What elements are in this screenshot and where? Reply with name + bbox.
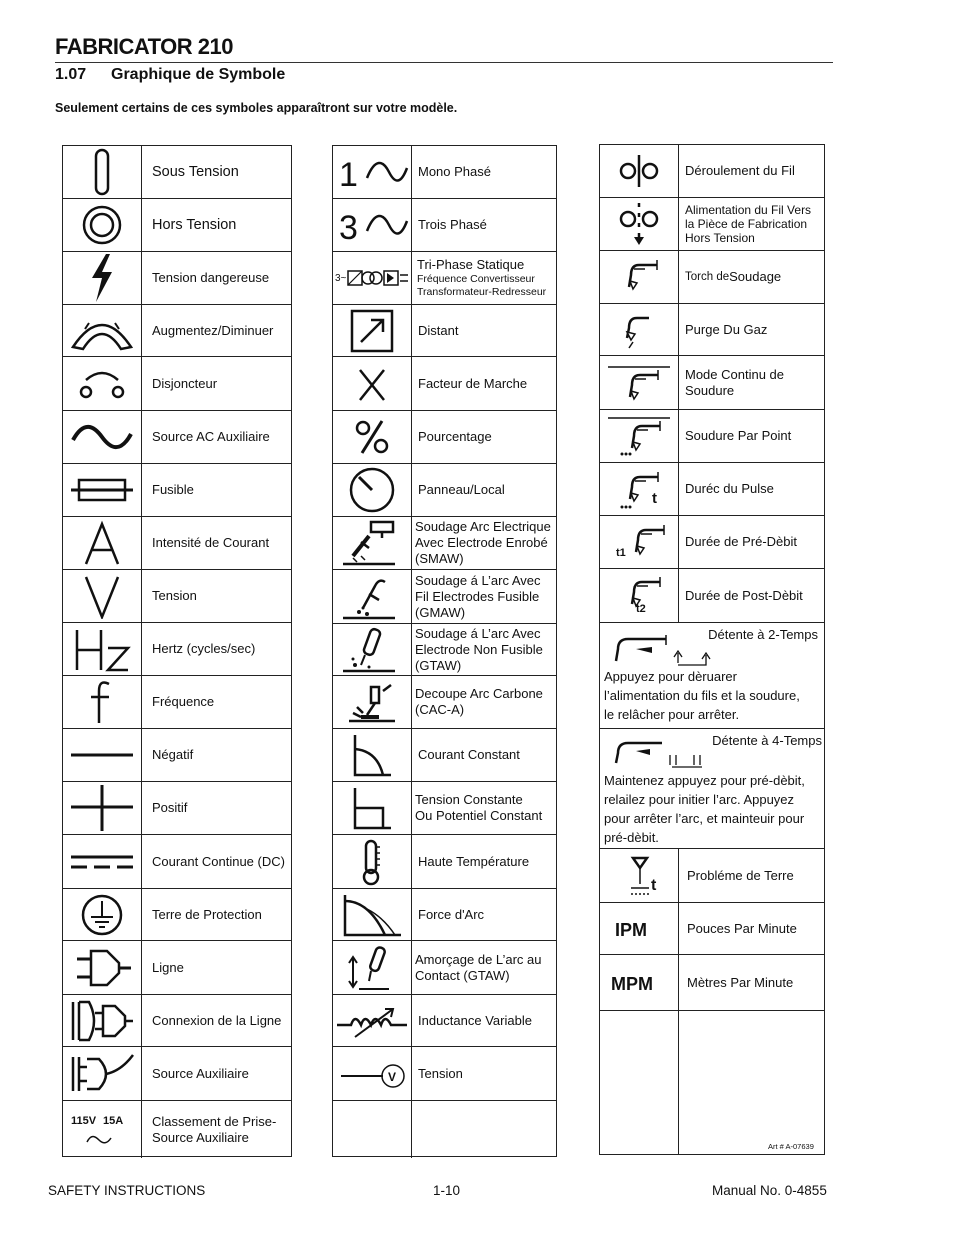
symbol-label-cell — [152, 357, 287, 410]
symbol-row — [600, 145, 824, 198]
symbol-label: Durée de Post-Dèbit — [685, 587, 803, 603]
symbol-label-cell — [152, 252, 287, 304]
footer-center: 1-10 — [433, 1183, 461, 1198]
mpm-icon — [600, 955, 679, 1010]
symbol-label-cell — [152, 411, 287, 463]
symbol-row — [63, 146, 291, 199]
increase-decrease-arc-icon — [63, 305, 142, 356]
symbol-sublabel: Transformateur-Redresseur — [417, 286, 547, 298]
svg-text:3: 3 — [339, 209, 358, 247]
symbol-label: Soudage — [729, 269, 782, 284]
symbol-label: Positif — [152, 800, 188, 815]
symbol-row — [63, 889, 291, 941]
symbol-label-cell — [685, 516, 820, 568]
symbol-row — [63, 623, 291, 676]
percent-icon — [333, 411, 412, 463]
cac-a-icon — [333, 676, 412, 728]
smaw-icon — [333, 517, 412, 569]
single-phase-icon — [333, 146, 412, 198]
symbol-row — [333, 252, 556, 305]
symbol-sublabel: Fréquence Convertisseur — [417, 273, 535, 285]
symbol-row — [333, 517, 556, 570]
on-switch-icon — [63, 146, 142, 198]
letter-a-icon — [63, 517, 142, 569]
symbol-label-cell — [152, 995, 287, 1046]
symbol-row — [333, 889, 556, 941]
symbol-label: Amorçage de L’arc au Contact (GTAW) — [415, 951, 542, 983]
circuit-breaker-icon — [63, 357, 142, 410]
symbol-label-cell — [418, 357, 552, 410]
svg-text:V: V — [388, 1069, 397, 1084]
symbol-label: Soudage Arc Electrique Avec Electrode Enrobé (SMAW) — [415, 519, 551, 566]
symbol-label-cell — [685, 356, 820, 409]
svg-text:15A: 15A — [103, 1114, 124, 1127]
fuse-icon — [63, 464, 142, 516]
arc-force-icon — [333, 889, 412, 940]
symbol-label-cell — [152, 570, 287, 622]
symbol-row — [63, 995, 291, 1047]
symbol-row — [600, 251, 824, 304]
ac-wave-icon — [63, 411, 142, 463]
three-phase-icon — [333, 199, 412, 251]
negative-icon — [63, 729, 142, 781]
symbol-label-cell — [687, 955, 820, 1010]
symbol-row — [333, 995, 556, 1047]
symbol-table-2 — [332, 145, 557, 1157]
symbol-label-cell — [152, 517, 287, 569]
symbol-label: Tension — [152, 588, 197, 603]
symbol-label-cell — [152, 941, 287, 994]
trigger-mode-description: Appuyez pour dèruarer l’alimentation du fils et la soudure, le relâcher pour arrêter. — [604, 669, 800, 722]
symbol-label: Mètres Par Minute — [687, 974, 794, 990]
symbol-row — [63, 782, 291, 835]
remote-icon — [333, 305, 412, 356]
symbol-label-prefix: Torch de — [685, 271, 730, 283]
symbol-label: Distant — [418, 322, 459, 338]
symbol-label: Négatif — [152, 747, 194, 762]
constant-voltage-icon — [333, 782, 412, 834]
symbol-label: Déroulement du Fil — [685, 163, 795, 178]
positive-icon — [63, 782, 142, 834]
section-number: 1.07 — [55, 66, 87, 83]
symbol-row — [600, 849, 824, 903]
symbol-row — [600, 955, 824, 1011]
symbol-label-cell — [685, 304, 820, 355]
symbol-row — [63, 411, 291, 464]
symbol-label-cell — [685, 198, 820, 250]
trigger-mode-row — [600, 623, 824, 729]
symbol-label: Pouces Par Minute — [687, 920, 797, 936]
symbol-label-cell — [415, 941, 552, 994]
hz-icon — [63, 623, 142, 675]
symbol-label: Decoupe Arc Carbone (CAC-A) — [415, 686, 543, 717]
off-switch-icon — [63, 199, 142, 251]
symbol-label-cell — [152, 782, 287, 834]
post-flow-icon — [600, 569, 679, 622]
touch-start-icon — [333, 941, 412, 994]
line-plug-icon — [63, 941, 142, 994]
receptacle-rating-icon — [63, 1101, 142, 1158]
symbol-row — [600, 903, 824, 955]
symbol-row — [63, 464, 291, 517]
symbol-label-cell — [418, 464, 552, 516]
trigger-mode-description: Maintenez appuyez pour pré-dèbit, relailez pour initier l’arc. Appuyez pour arrêter l’arc, et mainteuir pour pré-dèbit. — [604, 773, 805, 845]
symbol-row — [333, 305, 556, 357]
symbol-label: Ligne — [152, 959, 184, 975]
symbol-row — [63, 1047, 291, 1101]
section-heading — [55, 66, 285, 84]
symbol-label-cell — [415, 624, 552, 675]
symbol-row — [333, 146, 556, 199]
symbol-row — [63, 252, 291, 305]
symbol-row — [333, 624, 556, 676]
svg-text:MPM: MPM — [611, 973, 653, 994]
symbol-row — [600, 304, 824, 356]
symbol-label-cell — [152, 889, 287, 940]
symbol-row — [63, 199, 291, 252]
page-title: FABRICATOR 210 — [55, 34, 234, 59]
symbol-row — [333, 357, 556, 411]
footer-right: Manual No. 0-4855 — [712, 1183, 827, 1198]
symbol-row — [63, 835, 291, 889]
symbol-label: Mono Phasé — [418, 164, 491, 179]
auxiliary-source-icon — [63, 1047, 142, 1100]
symbol-label-cell — [685, 463, 820, 515]
symbol-label-cell — [152, 464, 287, 516]
symbol-label-cell — [685, 569, 820, 622]
svg-text:115V: 115V — [71, 1114, 97, 1127]
symbol-label-cell — [418, 411, 552, 463]
ground-fault-icon — [600, 849, 679, 902]
symbol-label: Intensité de Courant — [152, 535, 270, 550]
variable-inductance-icon — [333, 995, 412, 1046]
symbol-label: Fréquence — [152, 694, 215, 709]
svg-text:t: t — [651, 876, 657, 894]
voltage-meter-icon — [333, 1047, 412, 1100]
symbol-row — [333, 782, 556, 835]
symbol-table-1 — [62, 145, 292, 1157]
symbol-label-cell — [685, 145, 820, 197]
symbol-label-stack — [417, 257, 546, 299]
symbol-label: Facteur de Marche — [418, 375, 528, 391]
symbol-row — [333, 411, 556, 464]
title-divider — [55, 62, 833, 63]
symbol-row — [63, 941, 291, 995]
symbol-label-cell — [152, 1047, 287, 1100]
symbol-label: Soudage á L’arc Avec Fil Electrodes Fusible (GMAW) — [415, 572, 541, 620]
symbol-label-cell — [418, 1047, 552, 1100]
symbol-row — [600, 569, 824, 623]
symbol-row — [600, 356, 824, 410]
gmaw-icon — [333, 570, 412, 623]
footer-left: SAFETY INSTRUCTIONS — [48, 1183, 206, 1198]
svg-text:IPM: IPM — [615, 919, 648, 940]
symbol-label: Soudage á L’arc Avec Electrode Non Fusible (GTAW) — [415, 625, 543, 673]
art-number: Art # A-07639 — [768, 1142, 814, 1151]
symbol-row — [63, 570, 291, 623]
symbol-label-cell — [685, 410, 820, 462]
letter-v-icon — [63, 570, 142, 622]
symbol-label: Source Auxiliaire — [152, 1065, 249, 1081]
symbol-label: Force d'Arc — [418, 906, 485, 922]
empty-icon-cell — [600, 1011, 679, 1154]
symbol-label-cell — [418, 146, 552, 198]
symbol-row — [333, 729, 556, 782]
svg-text:1: 1 — [339, 156, 358, 194]
line-connection-icon — [63, 995, 142, 1046]
symbol-row — [600, 410, 824, 463]
symbol-label-cell — [418, 889, 552, 940]
dc-icon — [63, 835, 142, 888]
svg-text:t: t — [652, 490, 657, 507]
symbol-label-cell — [152, 199, 287, 251]
symbol-label: Connexion de la Ligne — [152, 1012, 282, 1028]
empty-icon-cell — [333, 1101, 412, 1158]
symbol-label-cell — [418, 729, 552, 781]
protective-earth-icon — [63, 889, 142, 940]
symbol-label-cell — [152, 623, 287, 675]
symbol-row — [600, 516, 824, 569]
symbol-label: Augmentez/Diminuer — [152, 322, 274, 338]
wire-feed-cold-icon — [600, 198, 679, 250]
symbol-label: Duréc du Pulse — [685, 481, 774, 496]
symbol-label-cell — [418, 199, 552, 251]
trigger-mode-title: Détente à 4-Temps — [712, 733, 822, 748]
symbol-label: Disjoncteur — [152, 375, 218, 391]
empty-row — [600, 1011, 824, 1154]
symbol-label: Pourcentage — [418, 429, 492, 444]
wire-feed-icon — [600, 145, 679, 197]
symbol-label-cell — [152, 676, 287, 728]
symbol-label: Courant Continue (DC) — [152, 853, 285, 869]
spot-weld-icon — [600, 410, 679, 462]
symbol-row — [333, 835, 556, 889]
gas-purge-icon — [600, 304, 679, 355]
svg-text:t2: t2 — [636, 602, 646, 615]
symbol-row — [333, 1047, 556, 1101]
lightning-bolt-icon — [63, 252, 142, 304]
symbol-row — [333, 676, 556, 729]
pre-flow-icon — [600, 516, 679, 568]
symbol-label: Purge Du Gaz — [685, 321, 768, 337]
symbol-label-cell — [418, 835, 552, 888]
ipm-icon — [600, 903, 679, 954]
symbol-row — [333, 1101, 556, 1158]
duty-cycle-icon — [333, 357, 412, 410]
symbol-label: Classement de Prise- Source Auxiliaire — [152, 1113, 277, 1145]
pulse-time-icon — [600, 463, 679, 515]
symbol-row — [600, 198, 824, 251]
symbol-label-cell — [415, 676, 552, 728]
symbol-label-cell — [418, 305, 552, 356]
symbol-label-cell — [685, 251, 820, 303]
symbol-label-cell — [415, 570, 552, 623]
trigger-mode-row — [600, 729, 824, 849]
symbol-label-cell — [152, 305, 287, 356]
constant-current-icon — [333, 729, 412, 781]
symbol-label-cell — [418, 1101, 552, 1158]
continuous-weld-icon — [600, 356, 679, 409]
symbol-label: Trois Phasé — [418, 217, 487, 232]
symbol-label-cell — [152, 1101, 287, 1158]
symbol-label: Probléme de Terre — [687, 867, 794, 883]
symbol-label: Hors Tension — [152, 217, 237, 233]
symbol-label: Durée de Pré-Dèbit — [685, 534, 797, 549]
symbol-label: Tension — [418, 1065, 463, 1081]
welding-torch-icon — [600, 251, 679, 303]
symbol-label: Haute Température — [418, 853, 530, 869]
symbol-label: Sous Tension — [152, 164, 239, 180]
symbol-row — [600, 463, 824, 516]
symbol-label: Fusible — [152, 482, 194, 497]
model-note: Seulement certains de ces symboles apparaîtront sur votre modèle. — [55, 101, 458, 115]
symbol-row — [63, 305, 291, 357]
symbol-label-cell — [687, 849, 820, 902]
symbol-label-cell — [418, 995, 552, 1046]
symbol-label-cell — [415, 782, 552, 834]
thermometer-icon — [333, 835, 412, 888]
panel-local-icon — [333, 464, 412, 516]
letter-f-icon — [63, 676, 142, 728]
symbol-label: Hertz (cycles/sec) — [152, 641, 256, 656]
symbol-label-cell — [415, 517, 552, 569]
symbol-label: Mode Continu de Soudure — [685, 366, 785, 398]
symbol-label-cell — [152, 146, 287, 198]
symbol-label: Courant Constant — [418, 747, 520, 762]
symbol-label-cell — [417, 252, 552, 304]
symbol-row — [63, 1101, 291, 1158]
symbol-label-cell — [152, 835, 287, 888]
symbol-row — [63, 357, 291, 411]
symbol-label: Panneau/Local — [418, 482, 505, 497]
symbol-label: Terre de Protection — [152, 906, 262, 922]
symbol-row — [63, 729, 291, 782]
svg-text:3~: 3~ — [335, 273, 347, 284]
symbol-label: Alimentation du Fil Vers la Pièce de Fabrication Hors Tension — [685, 203, 812, 245]
symbol-label-cell — [152, 729, 287, 781]
section-title: Graphique de Symbole — [111, 66, 286, 83]
symbol-table-3 — [599, 144, 825, 1155]
symbol-label: Soudure Par Point — [685, 428, 792, 443]
three-phase-static-icon — [333, 252, 412, 304]
symbol-row — [333, 941, 556, 995]
symbol-label-cell — [687, 903, 820, 954]
symbol-label: Tension dangereuse — [152, 270, 270, 285]
symbol-label: Source AC Auxiliaire — [152, 429, 270, 444]
symbol-row — [333, 570, 556, 624]
symbol-label: Tension Constante Ou Potentiel Constant — [415, 792, 543, 823]
gtaw-icon — [333, 624, 412, 675]
symbol-row — [63, 517, 291, 570]
symbol-row — [333, 199, 556, 252]
symbol-label: Inductance Variable — [418, 1012, 532, 1028]
svg-text:t1: t1 — [616, 547, 626, 559]
symbol-row — [333, 464, 556, 517]
symbol-label: Tri-Phase Statique — [417, 257, 525, 272]
trigger-mode-title: Détente à 2-Temps — [708, 627, 818, 642]
symbol-row — [63, 676, 291, 729]
